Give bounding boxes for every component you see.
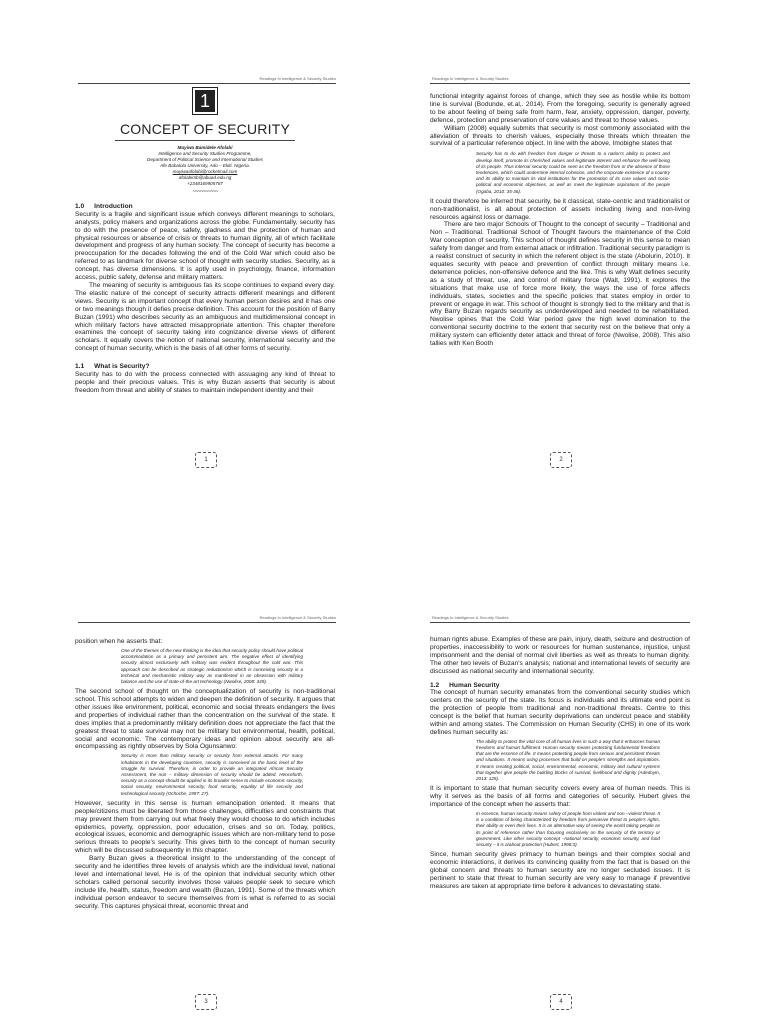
paragraph: The second school of thought on the conceptualization of security is non-traditional school. This school attempts to widen and deepen the definition of security. It argues that other issues like environment, political, economic and social threats endangers the lives and properties of individual rather than the concentration on the survival of the state. It does implies that a predominantly military definition does not appreciate the fact that the greatest threat to state survival may not be military but environmental, health, political, social and economic. The contemporary ideas and opinion about security are all-encompassing as rightly observes by Sola Ogunsanwo: (75, 688, 335, 751)
author-university: Afe Babalola University, Ado – Ekiti. Nigeria. (160, 163, 250, 168)
chapter-number: 1 (193, 88, 217, 114)
page-number-2: 2 (550, 452, 572, 468)
page-3 (75, 638, 335, 910)
section-heading-human-security (430, 682, 690, 690)
section-heading-what (75, 363, 335, 371)
paragraph: The meaning of security is ambiguous fas its scope continues to expand every day. The elastic nature of the concept of security attracts different meanings and different views. Security is an important concept that every human person desires and it has one or two meanings though it defies precise definition. This account for the position of Barry Buzan (1991) who describes security as an ambiguous and multidimensional concept in which military factors have attracted misappropriate attention. This chapter therefore examines the concept of security taking into cognizance diverse views of different scholars. It equally covers the notion of national security, international security and the concept of human security, which is the basis of all other forms of security. (75, 281, 335, 353)
header-rule (78, 83, 336, 84)
section-number: 1.2 (430, 681, 440, 689)
paragraph: There are two major Schools of Thought to the concept of security – Traditional and Non – Traditional. Traditional School of Thought favours the maintenance of the Cold War conception of security. This school of thought defines security in this sense to mean safety from danger and from external attack or infiltration. Traditional security paradigm is a realist construct of security in which the referent object is the state (Abolurin, 2010). It equates security with peace and prevention of conflict through military means i.e. deterrence policies, non-offensive defence and the like. This is why Walt defines security as a study of threat, use, and control of military force (Walt, 1991). It explores the situations that make use of force more likely, the ways the use of force affects individuals, states, societies and the specific policies that states employ in order to prevent or engage in war. This school of thought is strongly tied to the military and that is why Barry Buzan regards security as underdeveloped and needed to be rehabilitated. Nwolise opines that the Cold War period gave the high level domination to the conventional security doctrine to the extent that security rest on the believe that only a military system can efficiently deter attack and threat of force (Nwolise, 2008). This also tallies with Ken Booth (430, 221, 690, 348)
paragraph: position when he asserts that: (75, 638, 163, 645)
author-name-text: Muyiwa Bamidele Afolabi (177, 145, 233, 150)
block-quote: The ability to protect the vital core of all human lives in such a way that it enhances human freedoms and human fulfilment. Human security means protecting fundamental freedoms that are the essence of life. It means protecting people from serious and persistent threats and situations. It means using processes that build on people's strengths and aspirations. It means creating political, social, environmental, economic, military and cultural systems that together give people the building blocks of survival, livelihood and dignity (Adedoyin, 2013: 125). (476, 738, 660, 782)
running-header-text: Readings In Intelligence & Security Studies (432, 76, 509, 81)
author-department: Department of Political Science and International Studies (147, 157, 263, 162)
paragraph: It could therefore be inferred that security, be it classical, state-centric and traditionalist or non-traditionalist, is all about protection of assets including living and non-living resources against loss or damage. (430, 197, 690, 221)
ornament-divider: ~~~~~~~~~~ (192, 189, 218, 195)
block-quote: Security has to do with freedom from danger or threats to a nation's ability to protect and develop itself, promote its cherished values and legitimate interest and enhance the well-being of its people. Thus internal security could be seen as the freedom from or the absence of those tendencies, which could undermine internal cohesion, and the corporate existence of a country and its ability to maintain its vital institutions for the promotion of its core values and socio-political and economic objectives, as well as meet the legitimate aspirations of the people (Ogaba, 2010: 35-36). (476, 151, 670, 194)
paragraph: Security has to do with the process connected with assuaging any kind of threat to people and their precious values. This is why Buzan asserts that security is about freedom from threat and ability of states to maintain independent identity and their (75, 371, 335, 394)
paragraph: However, security in this sense is human emancipation oriented. It means that people/citizens must be liberated from those challenges, difficulties and constraints that may prevent them from carrying out what freely they would choose to do which includes epidemics, poverty, oppression, poor education, crises and so on. Today, politics, ecological issues, economic and demographic issues which are non-military tend to pose serious threats to people's security. This gives birth to the concept of human security which will be discussed subsequently in this chapter. (75, 799, 335, 855)
section-title: Introduction (94, 202, 133, 210)
paragraph: Since, human security gives primacy to human beings and their complex social and economic interactions, it derives its convincing quality from the fact that is based on the global concern and threats to human security are no longer secluded issues. It is pertinent to state that threat to human security are very easy to manage if preventive measures are taken at appropriate time before it advances to devastating state. (430, 851, 690, 890)
page-4 (430, 636, 690, 891)
paragraph: human rights abuse. Examples of these are pain, injury, death, seizure and destruction of properties, inaccessibility to work or resources for human sustenance, injustice, unjust imprisonment and the denial of normal civil liberties as well as threats to human dignity. The other two levels of Buzan's analysis; national and international levels of security are discussed as national security and international security. (430, 636, 690, 675)
block-quote: Security is more than military security or security from external attacks. For many inhabitants in the developing countries, security is conceived as the basic level of the struggle for survival. Therefore, in order to provide an integrated African Security Assessment, the non – military dimension of security should be added. Henceforth, security as a concept should be applied in its broader sense to include economic security, social security, environmental security, food security, equality of life security and technological security (Ochoche, 1997: 27). (121, 753, 303, 796)
author-affiliation: Intelligence and Security Studies Programme, (158, 151, 252, 156)
running-header-text: Readings In Intelligence & Security Studies (259, 615, 336, 620)
page-number-4: 4 (550, 994, 572, 1010)
author-phone: +2348169905787 (187, 181, 223, 186)
paragraph: Security is a fragile and significant issue which conveys different meanings to scholars, analysts, policy makers and organizations across the globe. Fundamentally, security has to do with the presence of peace, safety, gladness and the protection of human and physical resources or absence of crisis or threats to human dignity, all of which facilitate development and progress of any human society. The concept of security has become a preoccupation for the decades following the end of the Cold War which could also be referred to as landmark for diverse school of thought with security studies. Security, as a concept, has diverse dimensions. It is aptly used in psychology, finance, information access, public safety, defense and military matters. (75, 210, 335, 282)
header-rule (430, 83, 690, 84)
running-header-text: Readings In Intelligence & Security Studies (432, 615, 509, 620)
block-quote: One of the themes of the new thinking is the idea that security policy should have political accommodation as a primary and persistent aim. The negative effect of identifying security almost exclusively with military was evident throughout the cold war. This approach can be described as strategic reductionism which is conceiving security in a technical and mechanistic military way as manifested in an obsession with military balance and the use of state-of-the-art technology (Nwolise, 2008: 349). (121, 647, 303, 684)
page-2 (430, 93, 690, 348)
block-quote: In essence, human security means safety of people from violent and non –violent threat. It is a condition of being characterized by freedom from pervasive threat to people's rights, their ability or even their lives. It is an alternative way of seeing the world taking people as its point of reference rather than focusing exclusively on the security of the territory or government. Like other security concept –national security, economic security, and food security – it is a/about protection (Hubert, 1998:3). (476, 811, 660, 848)
title-rule (115, 140, 295, 141)
section-title: What is Security? (94, 363, 150, 371)
section-number: 1.0 (75, 202, 85, 210)
paragraph: It is important to state that human security covers every area of human needs. This is why it serves as the basis of all forms and categories of security. Hubert gives the importance of the concept when he asserts that: (430, 785, 690, 809)
section-heading-intro (75, 203, 335, 211)
section-title: Human Security (449, 681, 500, 689)
page-1 (75, 88, 335, 395)
running-header-page3 (78, 615, 336, 623)
paragraph: Barry Buzan gives a theoretical insight to the understanding of the concept of security and he identifies three levels of analysis which are the individual level, national level and international level. He is of the opinion that individual security which other scholars called personal security involves those values people seek to secure which include life, health, status, freedom and wealth (Buzan, 1991). Some of the threats which individual person endeavor to secure themselves from is what is referred to as social security. This captures physical threat, economic threat and (75, 855, 335, 910)
running-header-page1 (78, 76, 336, 84)
chapter-title: CONCEPT OF SECURITY (119, 121, 290, 137)
running-header-text: Readings In Intelligence & Security Studies (259, 76, 336, 81)
paragraph: The concept of human security emanates from the conventional security studies which centers on the security of the state. Its focus is individuals and its ultimate end point is the protection of people from traditional and non-traditional threats. Centre to this concept is the belief that human security deprivations can undercut peace and stability within and among states. The Commission on Human Security (CHS) in one of its work defines human security as: (430, 689, 690, 736)
paragraph: William (2008) equally submits that security is most commonly associated with the alleviation of threats to cherish values, especially those threats which threaten the survival of a particular reference object. In line with the above, Imobighe states that (430, 124, 690, 148)
header-rule (78, 622, 336, 623)
paragraph: functional integrity against forces of change, which they see as hostile while its bottom line is survival (Bodunde, et.al,. 2014). From the foregoing, security is generally agreed to be about feeling of being safe from harm, fear, anxiety, oppression, danger, poverty, defence, protection and preservation of core values and threat to those values. (430, 93, 690, 124)
section-number: 1.1 (75, 363, 85, 371)
author-email-2: afolabimb@abuad.edu.ng (178, 175, 232, 180)
page-number-1: 1 (195, 452, 217, 468)
running-header-page2 (430, 76, 690, 84)
header-rule (430, 622, 690, 623)
running-header-page4 (430, 615, 690, 623)
page-number-3: 3 (195, 994, 217, 1010)
author-email-link[interactable]: muyiwaafolabi@rocketmail.com (172, 169, 238, 174)
